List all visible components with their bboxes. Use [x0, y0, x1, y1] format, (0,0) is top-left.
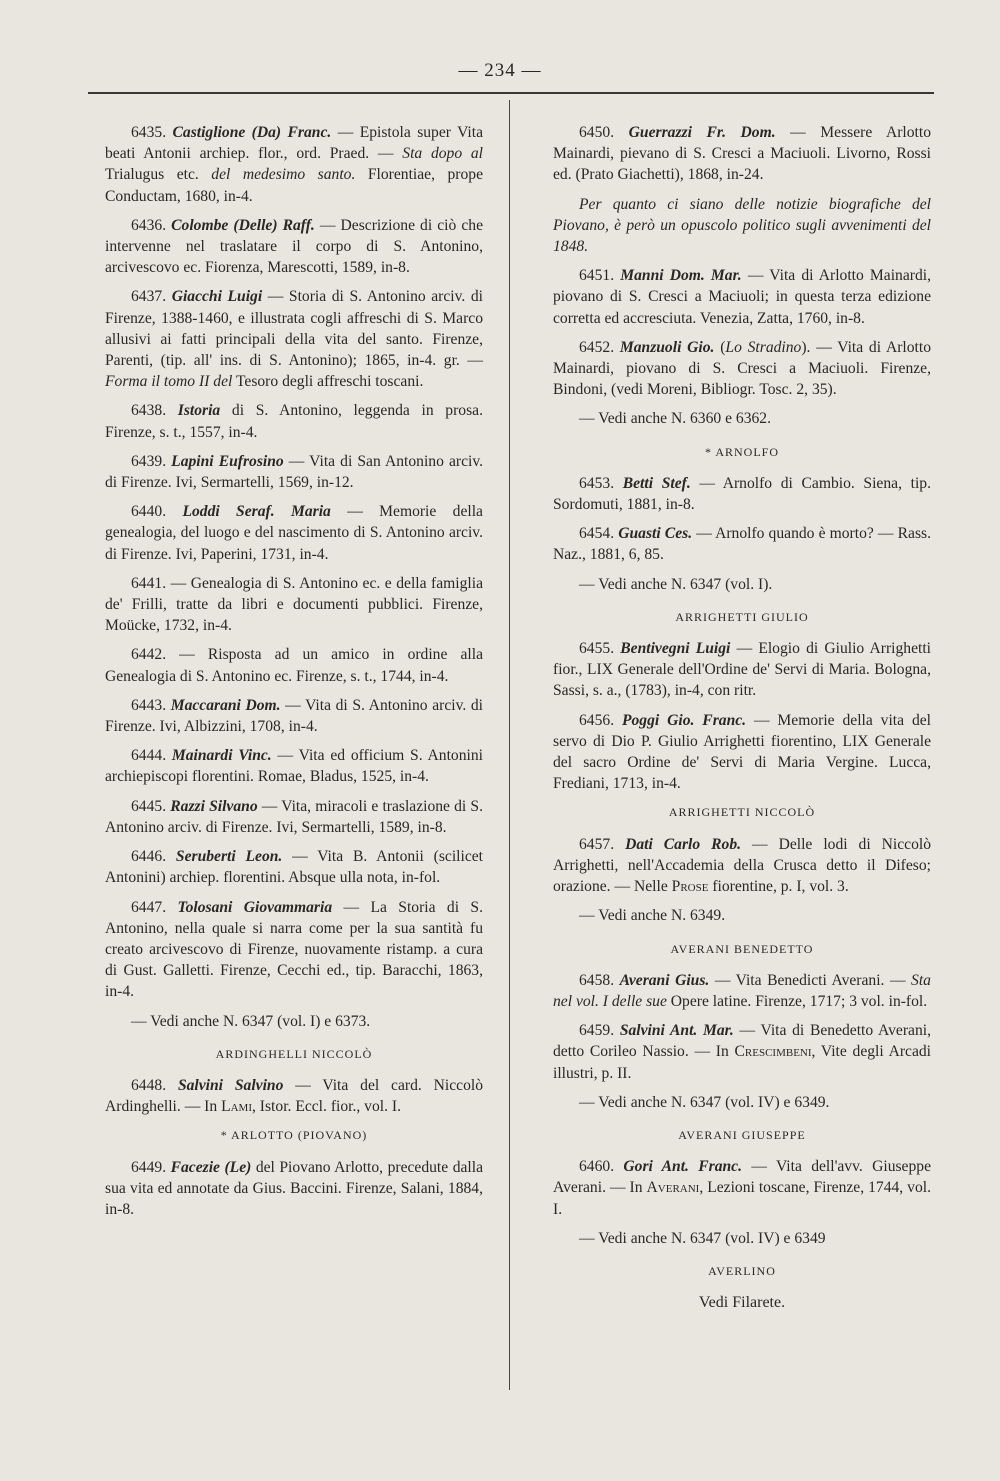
entry-number: 6442.: [131, 646, 167, 664]
entry-text: — Vita di Benedetto Averani, detto Corileo Nassio. — In: [553, 1022, 931, 1061]
entry-number: 6443.: [131, 696, 167, 714]
see-also: — Vedi anche N. 6360 e 6362.: [579, 410, 771, 428]
entry-author: Facezie (Le): [170, 1158, 252, 1176]
entry-number: 6451.: [579, 267, 615, 285]
entry-text: , Lezioni toscane, Firenze, 1744, vol. I.: [553, 1179, 931, 1218]
entry-number: 6446.: [131, 848, 167, 866]
section-heading: * ARLOTTO (PIOVANO): [220, 1128, 368, 1143]
entry-text: — Memorie della vita del servo di Dio P. Giulio Arrighetti fiorentino, LIX Generale del sacro Ordine de' Servi di Maria Vergine. Lucca, Frediani, 1713, in-4.: [553, 711, 931, 793]
entry-author: Maccarani Dom.: [170, 696, 281, 714]
entry-number: 6452.: [579, 338, 615, 356]
entry-6452: [553, 337, 931, 401]
see-reference: [553, 1292, 931, 1313]
entry-text: di S. Antonino, leggenda in prosa. Firenze, s. t., 1557, in-4.: [105, 402, 483, 441]
entry-text: — Vita, miracoli e traslazione di S. Antonino arciv. di Firenze. Ivi, Sermartelli, 1589, in-8.: [105, 797, 483, 836]
entry-6435: [105, 122, 483, 207]
entry-author: Colombe (Delle) Raff.: [171, 216, 315, 234]
entry-6443: [105, 695, 483, 737]
section-heading: ARDINGHELLI NICCOLÒ: [215, 1046, 373, 1061]
entry-author: Istoria: [177, 402, 221, 420]
entry-6459: [553, 1020, 931, 1084]
see-also: — Vedi anche N. 6347 (vol. IV) e 6349: [579, 1229, 826, 1247]
entry-text: Opere latine. Firenze, 1717; 3 vol. in-fol.: [666, 992, 928, 1010]
entry-6449: [105, 1157, 483, 1221]
entry-text: — Vita ed officium S. Antonini archiepiscopi florentini. Romae, Bladus, 1525, in-4.: [105, 747, 483, 786]
section-heading: ARRIGHETTI GIULIO: [675, 609, 809, 624]
entry-text: — Vita di Arlotto Mainardi, piovano di S. Cresci a Maciuoli; in questa terza edizione corretta ed accresciuta. Venezia, Zatta, 1760, in-8.: [553, 267, 931, 327]
entry-number: 6445.: [131, 797, 167, 815]
entry-text: (: [714, 338, 726, 356]
entry-title: Sta nel vol. I delle sue: [553, 971, 931, 1010]
entry-6440: [105, 501, 483, 565]
entry-title: Forma il tomo II del: [105, 373, 233, 391]
entry-number: 6457.: [579, 835, 615, 853]
section-heading: AVERANI BENEDETTO: [670, 941, 814, 956]
entry-6458: [553, 970, 931, 1012]
entry-6444: [105, 745, 483, 787]
entry-author: Tolosani Giovammaria: [177, 898, 333, 916]
entry-author: Manni Dom. Mar.: [620, 267, 742, 285]
entry-text: ). — Vita di Arlotto Mainardi, piovano di S. Cresci a Maciuoli. Firenze, Bindoni, (vedi Moreni, Bibliogr. Tosc. 2, 35).: [553, 338, 932, 399]
section-heading: * ARNOLFO: [704, 444, 779, 459]
entry-number: 6456.: [579, 711, 615, 729]
entry-number: 6453.: [579, 474, 615, 492]
entry-text: — Messere Arlotto Mainardi, pievano di S. Cresci a Maciuoli. Livorno, Rossi ed. (Prato Giachetti), 1868, in-24.: [553, 124, 931, 184]
entry-text: — Memorie della genealogia, del luogo e del nascimento di S. Antonino arciv. di Firenze. Ivi, Paperini, 1731, in-4.: [105, 503, 483, 563]
right-column: [553, 122, 931, 1325]
entry-text: , Vite degli Arcadi illustri, p. II.: [553, 1043, 931, 1082]
entry-smallcaps: Averani: [646, 1179, 700, 1197]
entry-6442: [105, 644, 483, 686]
entry-text: — Vita di San Antonino arciv. di Firenze. Ivi, Sermartelli, 1569, in-12.: [105, 452, 484, 492]
entry-text: , Istor. Eccl. fior., vol. I.: [252, 1098, 401, 1116]
entry-text: — Descrizione di ciò che intervenne nel traslatare il corpo di S. Antonino, arcivescovo ec. Fiorenza, Marescotti, 1589, in-8.: [105, 216, 483, 277]
entry-6455: [553, 638, 931, 702]
entry-number: 6437.: [131, 288, 167, 306]
entry-author: Betti Stef.: [622, 474, 691, 492]
entry-number: 6436.: [131, 216, 167, 234]
entry-text: Florentiae, prope Conductam, 1680, in-4.: [105, 166, 483, 205]
entry-text: Tesoro degli affreschi toscani.: [232, 373, 424, 391]
left-column: [105, 122, 483, 1228]
entry-6448: [105, 1075, 483, 1117]
entry-title: Sta dopo al: [402, 145, 484, 163]
section-heading: AVERANI GIUSEPPE: [678, 1127, 806, 1142]
entry-6447: [105, 897, 483, 1003]
entry-author: Averani Gius.: [619, 971, 710, 989]
section-heading: AVERLINO: [708, 1263, 776, 1278]
column-divider: [509, 100, 510, 1390]
entry-text: — Storia di S. Antonino arciv. di Firenze, 1388-1460, e illustrata cogli affreschi di S. Marco allusivi ai fatti principali della vita del santo. Firenze, Parenti, (tip. all' ins. di S. Antonino); 1865, in-4. gr. —: [105, 288, 484, 370]
entry-smallcaps: Prose: [671, 878, 709, 896]
entry-author: Manzuoli Gio.: [619, 338, 715, 356]
entry-author: Mainardi Vinc.: [171, 747, 272, 765]
see-also: — Vedi anche N. 6349.: [579, 907, 726, 925]
entry-number: 6439.: [131, 452, 167, 470]
entry-6445: [105, 796, 483, 838]
entry-title: Lo Stradino: [725, 338, 802, 356]
entry-text: Epistola super Vita beati Antonii archiep. flor., ord. Praed. —: [105, 124, 483, 163]
entry-6436: [105, 215, 483, 279]
entry-6446: [105, 846, 483, 888]
entry-text: — Genealogia di S. Antonino ec. e della famiglia de' Frilli, tratte da libri e documenti pubblici. Firenze, Moücke, 1732, in-4.: [105, 574, 483, 635]
entry-author: Bentivegni Luigi: [620, 640, 731, 658]
entry-text: — Vita dell'avv. Giuseppe Averani. — In: [553, 1158, 931, 1197]
see-also: — Vedi anche N. 6347 (vol. I).: [579, 575, 773, 593]
see-also: — Vedi anche N. 6347 (vol. IV) e 6349.: [579, 1093, 830, 1111]
entry-6450: [553, 122, 931, 186]
entry-text: fiorentine, p. I, vol. 3.: [708, 878, 849, 896]
entry-author: Castiglione (Da) Franc.: [172, 124, 332, 141]
see-target: Filarete.: [732, 1294, 786, 1312]
entry-author: Poggi Gio. Franc.: [621, 711, 747, 729]
page-number: — 234 —: [458, 60, 542, 81]
entry-author: Seruberti Leon.: [175, 848, 283, 866]
entry-6454: [553, 523, 931, 565]
entry-text: — La Storia di S. Antonino, nella quale si narra come per la sua santità fu creato arcivescovo di Firenze, nuovamente ristamp. a cura di Gust. Galletti. Firenze, Cecchi ed., tip. Baracchi, 1863, in-4.: [105, 898, 484, 1001]
entry-number: 6449.: [131, 1158, 167, 1176]
entry-number: 6447.: [131, 898, 167, 916]
entry-text: — Vita B. Antonii (scilicet Antonini) archiep. florentini. Absque ulla nota, in-fol.: [105, 848, 483, 887]
entry-6460: [553, 1156, 931, 1220]
entry-author: Guerrazzi Fr. Dom.: [628, 124, 776, 141]
entry-number: 6435.: [131, 124, 167, 141]
entry-6456: [553, 710, 931, 795]
see-text: Vedi: [698, 1294, 733, 1312]
entry-text: — Vita di S. Antonino arciv. di Firenze. Ivi, Albizzini, 1708, in-4.: [105, 696, 483, 736]
entry-author: Loddi Seraf. Maria: [182, 503, 331, 521]
entry-author: Guasti Ces.: [618, 525, 693, 543]
entry-title: del medesimo santo.: [211, 166, 356, 184]
entry-text: — Arnolfo di Cambio. Siena, tip. Sordomuti, 1881, in-8.: [553, 474, 931, 514]
section-heading: ARRIGHETTI NICCOLÒ: [668, 805, 816, 820]
entry-number: 6459.: [579, 1022, 615, 1040]
entry-text: — Risposta ad un amico in ordine alla Genealogia di S. Antonino ec. Firenze, s. t., 1744, in-4.: [105, 646, 483, 685]
entry-text: — Delle lodi di Niccolò Arrighetti, nell'Accademia della Crusca detto il Difeso; orazione. — Nelle: [553, 835, 932, 896]
entry-smallcaps: Crescimbeni: [734, 1043, 812, 1061]
entry-author: Razzi Silvano: [170, 797, 258, 815]
entry-author: Gori Ant. Franc.: [623, 1158, 743, 1176]
entry-smallcaps: Lami: [221, 1098, 252, 1116]
entry-6441: [105, 573, 483, 637]
entry-note: Per quanto ci siano delle notizie biografiche del Piovano, è però un opuscolo politico sugli avvenimenti del 1848.: [553, 195, 931, 256]
entry-number: 6438.: [131, 402, 167, 420]
entry-number: 6450.: [579, 124, 615, 141]
entry-text: — Arnolfo quando è morto? — Rass. Naz., 1881, 6, 85.: [553, 525, 931, 564]
entry-number: 6454.: [579, 525, 615, 543]
entry-author: Giacchi Luigi: [171, 288, 263, 306]
entry-number: 6444.: [131, 747, 167, 765]
entry-number: 6460.: [579, 1158, 615, 1176]
entry-number: 6455.: [579, 640, 615, 658]
entry-number: 6441.: [131, 574, 167, 592]
entry-6453: [553, 473, 931, 515]
entry-text: del Piovano Arlotto, precedute dalla sua vita ed annotate da Gius. Baccini. Firenze, Salani, 1884, in-8.: [105, 1158, 483, 1218]
entry-6438: [105, 400, 483, 442]
entry-author: Salvini Salvino: [177, 1076, 284, 1094]
header-rule: [88, 92, 934, 94]
entry-number: 6448.: [131, 1076, 167, 1094]
entry-dash: —: [331, 124, 360, 141]
entry-author: Salvini Ant. Mar.: [619, 1022, 734, 1040]
see-also: — Vedi anche N. 6347 (vol. I) e 6373.: [131, 1012, 371, 1030]
entry-author: Lapini Eufrosino: [171, 452, 284, 470]
entry-6457: [553, 834, 931, 898]
entry-6439: [105, 451, 483, 493]
entry-text: Trialugus etc.: [105, 166, 212, 184]
entry-text: — Elogio di Giulio Arrighetti fior., LIX Generale dell'Ordine de' Servi di Maria. Bologna, Sassi, s. a., (1783), in-4, con ritr.: [553, 640, 932, 700]
entry-text: — Vita del card. Niccolò Ardinghelli. — In: [105, 1076, 484, 1116]
entry-number: 6458.: [579, 971, 615, 989]
entry-text: — Vita Benedicti Averani. —: [709, 971, 912, 989]
entry-6451: [553, 265, 931, 329]
entry-author: Dati Carlo Rob.: [625, 835, 742, 853]
entry-number: 6440.: [131, 503, 167, 521]
entry-6437: [105, 286, 483, 392]
